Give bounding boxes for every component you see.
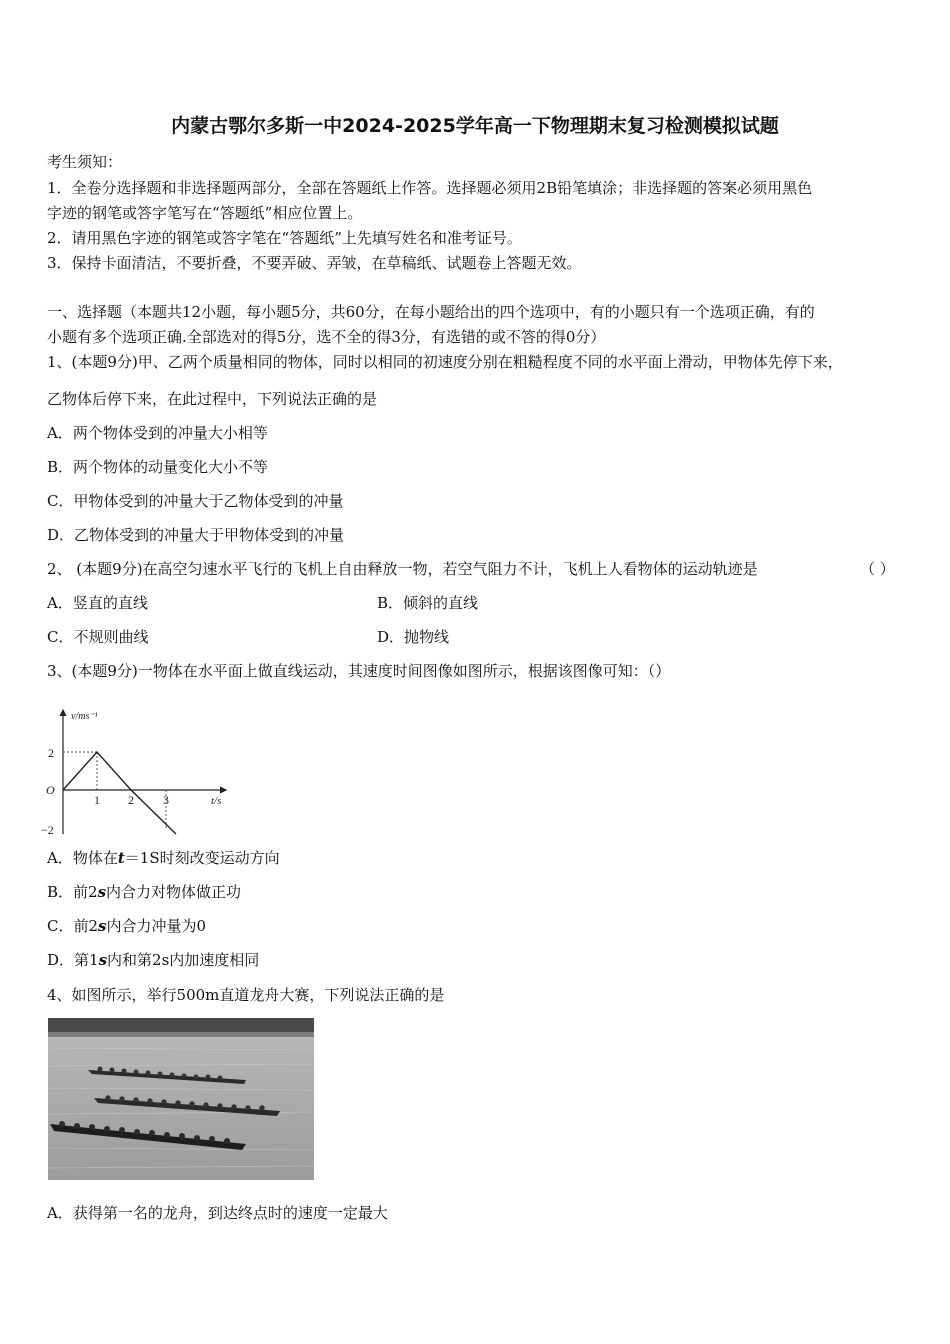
q3-option: D．第1s内和第2s内加速度相同: [47, 951, 260, 969]
velocity-line: [63, 752, 176, 834]
q1-option: A．两个物体受到的冲量大小相等: [47, 424, 268, 442]
x-tick-label: 2: [128, 793, 134, 807]
q1-stem-cont: 乙物体后停下来，在此过程中，下列说法正确的是: [47, 390, 378, 408]
y-axis-label: v/ms⁻¹: [71, 711, 98, 722]
q1-option: C．甲物体受到的冲量大于乙物体受到的冲量: [47, 492, 344, 510]
x-tick-label: 1: [94, 793, 100, 807]
q1-stem: 1、(本题9分)甲、乙两个质量相同的物体，同时以相同的初速度分别在粗糙程度不同的水平面上滑动，甲物体先停下来，: [47, 353, 843, 371]
q3-option: C．前2s内合力冲量为0: [47, 917, 207, 935]
y-tick-label: −2: [41, 823, 54, 837]
q3-option: A．物体在t＝1S时刻改变运动方向: [47, 849, 280, 867]
q4-stem: 4、如图所示，举行500m直道龙舟大赛，下列说法正确的是: [47, 986, 445, 1004]
q1-option: B．两个物体的动量变化大小不等: [47, 458, 269, 476]
q2-answer-bracket: （ ）: [860, 560, 895, 578]
origin-label: O: [46, 783, 55, 797]
y-tick-label: 2: [48, 746, 54, 760]
x-tick-label: 3: [163, 793, 169, 807]
dragon-boat-photo: [48, 1018, 314, 1180]
notice-line: 3．保持卡面清洁，不要折叠，不要弄破、弄皱，在草稿纸、试题卷上答题无效。: [47, 254, 582, 272]
notice-line: 2．请用黑色字迹的钢笔或答字笔在“答题纸”上先填写姓名和准考证号。: [47, 229, 522, 247]
q2-option: B．倾斜的直线: [377, 594, 479, 612]
section-heading: 一、选择题（本题共12小题，每小题5分，共60分，在每小题给出的四个选项中，有的小题只有一个选项正确，有的: [47, 303, 815, 321]
notice-line: 1．全卷分选择题和非选择题两部分，全部在答题纸上作答。选择题必须用2B铅笔填涂；非选择题的答案必须用黑色: [47, 179, 813, 197]
q1-option: D．乙物体受到的冲量大于甲物体受到的冲量: [47, 526, 345, 544]
page-title: 内蒙古鄂尔多斯一中2024-2025学年高一下物理期末复习检测模拟试题: [171, 115, 779, 137]
q2-option: C．不规则曲线: [47, 628, 149, 646]
q3-stem: 3、(本题9分)一物体在水平面上做直线运动，其速度时间图像如图所示，根据该图像可知：（）: [47, 662, 671, 680]
q4-option: A．获得第一名的龙舟，到达终点时的速度一定最大: [47, 1204, 388, 1222]
q2-option: D．抛物线: [377, 628, 450, 646]
notice-line: 字迹的钢笔或答字笔写在“答题纸”相应位置上。: [47, 204, 363, 222]
notice-heading: 考生须知：: [47, 153, 123, 171]
q3-option: B．前2s内合力对物体做正功: [47, 883, 242, 901]
velocity-time-graph: [40, 704, 240, 838]
shoreline: [48, 1018, 314, 1032]
x-axis-label: t/s: [211, 795, 222, 807]
section-heading-cont: 小题有多个选项正确.全部选对的得5分，选不全的得3分，有选错的或不答的得0分）: [47, 328, 606, 346]
q2-option: A．竖直的直线: [47, 594, 148, 612]
q2-stem: 2、 (本题9分)在高空匀速水平飞行的飞机上自由释放一物，若空气阻力不计，飞机上人看物体的运动轨迹是: [47, 560, 758, 578]
